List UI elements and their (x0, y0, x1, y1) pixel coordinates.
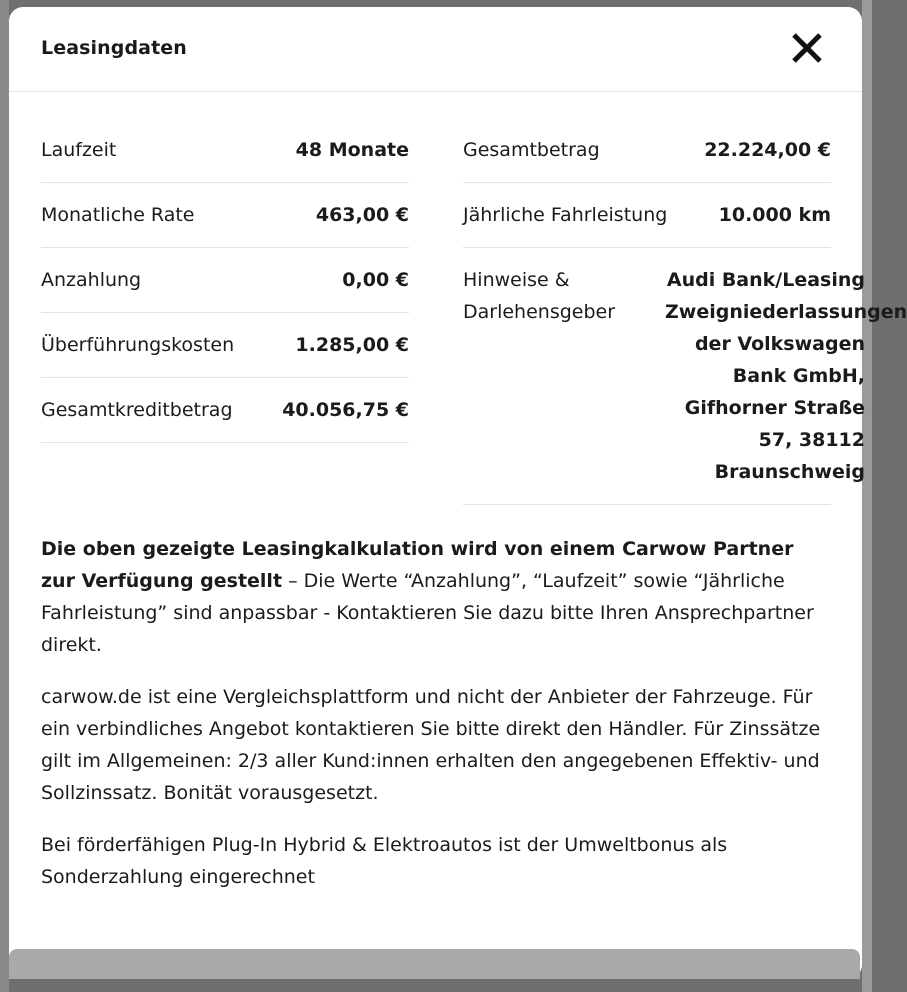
detail-row-anzahlung (41, 248, 409, 313)
detail-label: Gesamtbetrag (463, 139, 600, 161)
detail-label: Monatliche Rate (41, 204, 195, 226)
detail-value: 48 Monate (295, 139, 409, 161)
detail-value: 0,00 € (342, 269, 409, 291)
detail-label: Gesamtkreditbetrag (41, 399, 233, 421)
note-umweltbonus: Bei förderfähigen Plug-In Hybrid & Elektroautos ist der Umweltbonus als Sonderzahlung eingerechnet (41, 834, 728, 888)
detail-label: Hinweise & Darlehensgeber (463, 269, 616, 323)
detail-value: 40.056,75 € (282, 399, 409, 421)
note-partner-bold: Die oben gezeigte Leasingkalkulation wird von einem Carwow Partner zur Verfügung gestellt (41, 538, 794, 592)
detail-row-gesamtbetrag (463, 125, 831, 183)
detail-value: 22.224,00 € (704, 139, 831, 161)
detail-label: Anzahlung (41, 269, 142, 291)
note-partner-text: – Die Werte “Anzahlung”, “Laufzeit” sowie “Jährliche Fahrleistung” sind anpassbar - Kontaktieren Sie dazu bitte Ihren Ansprechpartner direkt. (41, 570, 814, 656)
close-button[interactable] (790, 31, 824, 65)
detail-value: 10.000 km (718, 204, 831, 226)
background-page-right (862, 0, 872, 992)
detail-label: Laufzeit (41, 139, 117, 161)
leasing-notes (41, 533, 831, 913)
detail-label: Überführungskosten (41, 334, 235, 356)
modal-title: Leasingdaten (41, 37, 187, 59)
modal-header (9, 7, 862, 92)
note-platform: carwow.de ist eine Vergleichsplattform und nicht der Anbieter der Fahrzeuge. Für ein verbindliches Angebot kontaktieren Sie bitte direkt den Händler. Für Zinssätze gilt im Allgemeinen: 2/3 aller Kund:innen erhalten den angegebenen Effektiv- und Sollzinssatz. Bonität vorausgesetzt. (41, 686, 821, 804)
detail-value: 1.285,00 € (295, 334, 409, 356)
note-partner (41, 533, 831, 661)
detail-row-gesamtkreditbetrag (41, 378, 409, 443)
leasing-data-modal (9, 7, 907, 979)
detail-value: 463,00 € (315, 204, 409, 226)
leasing-details-right (463, 125, 907, 505)
detail-label: Jährliche Fahrleistung (463, 204, 668, 226)
detail-row-monatliche-rate (41, 183, 409, 248)
detail-row-laufzeit (41, 125, 409, 183)
detail-value: Audi Bank/Leasing Zweigniederlassungen der Volkswagen Bank GmbH, Gifhorner Straße 57, 38112 Braunschweig (665, 269, 907, 483)
detail-row-darlehensgeber (463, 248, 907, 505)
background-page-left (0, 0, 9, 992)
detail-row-ueberfuehrungskosten (41, 313, 409, 378)
modal-footer-bar (9, 949, 860, 979)
leasing-details-left (41, 125, 409, 443)
close-icon (790, 31, 824, 65)
detail-row-jaehrliche-fahrleistung (463, 183, 831, 248)
